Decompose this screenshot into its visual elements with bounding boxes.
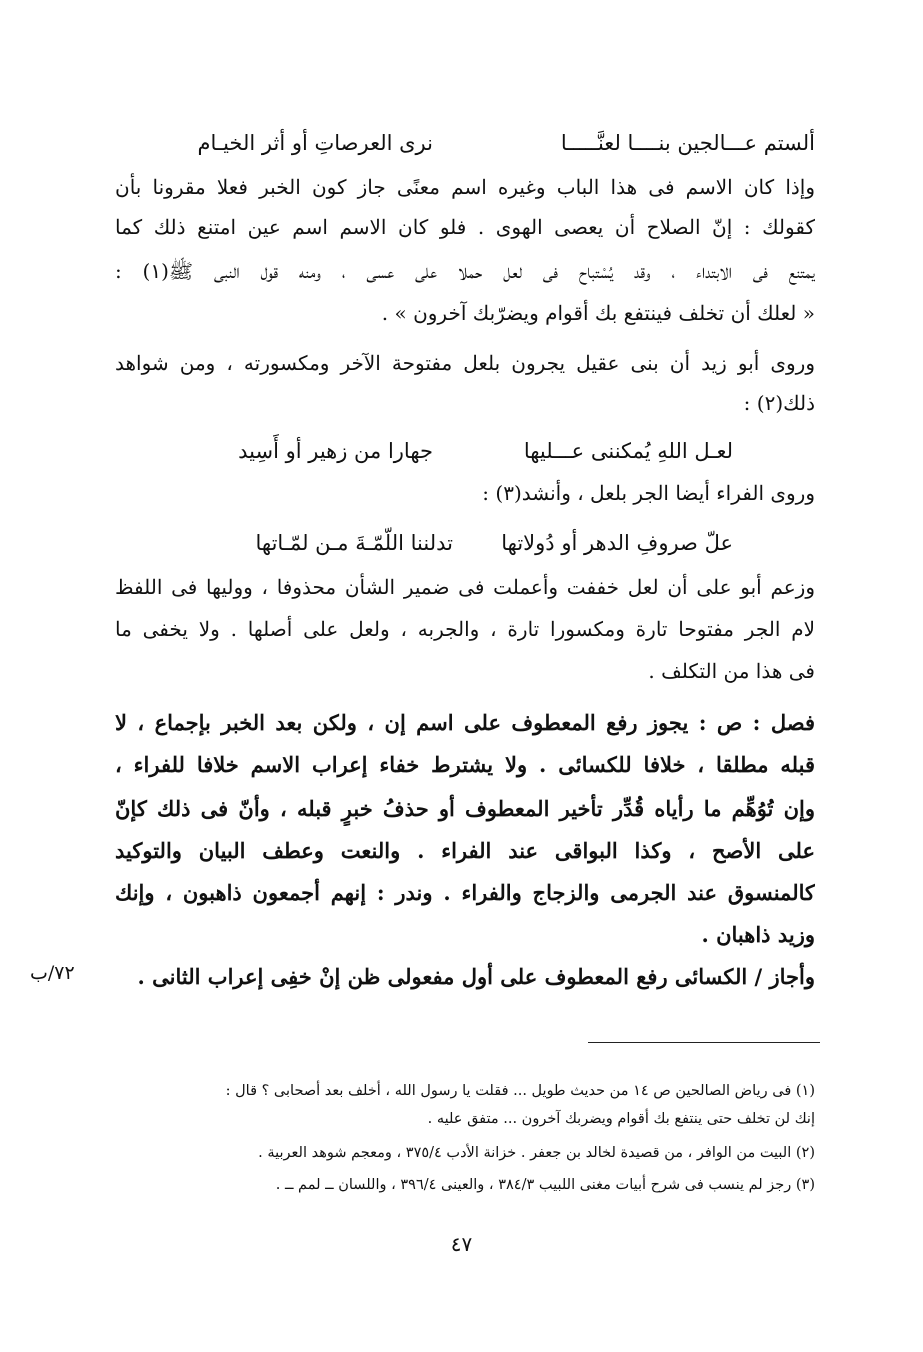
verse-1-second-hemistich: نرى العرصاتِ أو أثر الخيـام [197,131,433,155]
paragraph-4-line-3: فى هذا من التكلف . [648,659,815,683]
footnote-3: (٣) رجز لم ينسب فى شرح أبيات مغنى اللبيب ٣٨٤/٣ ، والعينى ٣٩٦/٤ ، واللسان ــ لمم ــ . [275,1177,815,1193]
verse-3-first-hemistich: علّ صروفِ الدهر أو دُولاتها [501,531,733,555]
ajaz-paragraph: وأجاز / الكسائى رفع المعطوف على أول مفعولى ظن إنْ خفِى إعراب الثانى . [137,964,815,989]
footnote-2: (٢) البيت من الوافر ، من قصيدة لخالد بن جعفر . خزانة الأدب ٣٧٥/٤ ، ومعجم شوهد العربية . [258,1145,815,1161]
fasl-line-4: على الأصح ، وكذا البواقى عند الفراء . والنعت وعطف البيان والتوكيد [115,838,815,863]
paragraph-1-line-4: « لعلك أن تخلف فينتفع بك أقوام ويضرّبك آخرون » . [381,301,815,325]
paragraph-1-line-3: يمتنع فى الابتداء ، وقد يُسْتباح فى لعل حملا على عسى ، ومنه قول النبى ﷺ(١) : [115,259,815,283]
verse-2-first-hemistich: لعـل اللهِ يُمكننى عـــليها [523,439,733,463]
paragraph-1-line-1: وإذا كان الاسم فى هذا الباب وغيره اسم معنًى جاز كون الخبر فعلا مقرونا بأن [115,175,815,199]
fasl-line-1: فصل : ص : يجوز رفع المعطوف على اسم إن ، ولكن بعد الخبر بإجماع ، لا [115,710,815,735]
fasl-line-2: قبله مطلقا ، خلافا للكسائى . ولا يشترط خفاء إعراب الاسم خلافا للفراء ، [115,752,815,777]
paragraph-2-line-2: ذلك(٢) : [743,391,815,415]
footnote-1-line-2: إنك لن تخلف حتى ينتفع بك أقوام ويضربك آخرون ... متفق عليه . [427,1111,815,1127]
paragraph-4-line-2: لام الجر مفتوحا تارة ومكسورا تارة ، والجربه ، ولعل على أصلها . ولا يخفى ما [115,617,815,641]
verse-2-second-hemistich: جهارا من زهير أو أَسِيد [238,439,433,463]
footnote-separator [588,1042,820,1043]
fasl-line-6: وزيد ذاهبان . [701,922,815,947]
paragraph-3-line-1: وروى الفراء أيضا الجر بلعل ، وأنشد(٣) : [482,481,815,505]
fasl-line-3: وإن تُوُهِّم ما رأياه قُدِّر تأخير المعطوف أو حذفُ خبرٍ قبله ، وأنّ فى ذلك كإنّ [115,796,815,821]
paragraph-1-line-2: كقولك : إنّ الصلاح أن يعصى الهوى . فلو كان الاسم اسم عين امتنع ذلك كما [115,215,815,239]
footnote-1-line-1: (١) فى رياض الصالحين ص ١٤ من حديث طويل ... فقلت يا رسول الله ، أخلف بعد أصحابى ؟ قال : [225,1083,815,1099]
fasl-line-5: كالمنسوق عند الجرمى والزجاج والفراء . وندر : إنهم أجمعون ذاهبون ، وإنك [115,880,815,905]
paragraph-2-line-1: وروى أبو زيد أن بنى عقيل يجرون بلعل مفتوحة الآخر ومكسورته ، ومن شواهد [115,351,815,375]
manuscript-folio-note: ٧٢/ب [30,962,75,984]
page-number: ٤٧ [450,1232,473,1256]
verse-1-first-hemistich: ألستم عـــالجين بنــــا لعنَّـــــا [560,131,815,155]
verse-3-second-hemistich: تدلننا اللّمّـةَ مـن لمّـاتها [255,531,453,555]
paragraph-4-line-1: وزعم أبو على أن لعل خففت وأعملت فى ضمير الشأن محذوفا ، ووليها فى اللفظ [115,575,815,599]
